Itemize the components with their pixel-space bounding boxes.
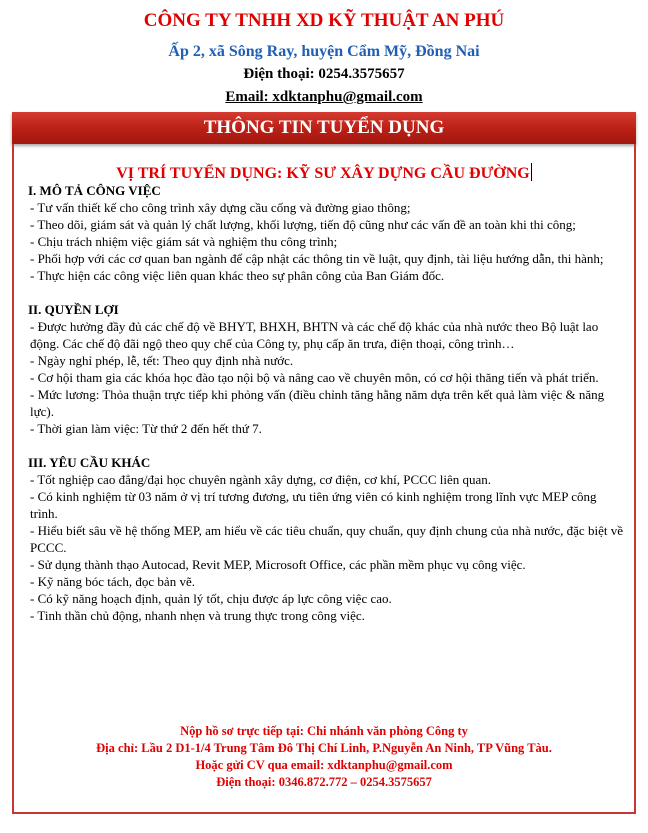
text-cursor	[531, 163, 532, 181]
application-contact	[0, 723, 648, 791]
job-description	[24, 182, 624, 624]
footer-address: Địa chỉ: Lầu 2 D1-1/4 Trung Tâm Đô Thị Chí Linh, P.Nguyễn An Ninh, TP Vũng Tàu.	[96, 741, 552, 755]
list-item: - Phối hợp với các cơ quan ban ngành để cập nhật các thông tin về luật, quy định, tài liệu hướng dẫn, thi hành;	[30, 251, 604, 266]
list-item: - Có kỹ năng hoạch định, quản lý tốt, chịu được áp lực công việc cao.	[30, 591, 392, 606]
company-email	[0, 89, 648, 106]
list-item: - Sử dụng thành thạo Autocad, Revit MEP, Microsoft Office, các phần mềm phục vụ công việc.	[30, 557, 526, 572]
list-item: - Mức lương: Thỏa thuận trực tiếp khi phỏng vấn (điều chỉnh tăng hằng năm dựa trên kết quả làm việc & năng lực).	[30, 387, 605, 419]
section-requirements	[24, 454, 624, 624]
list-item: - Tốt nghiệp cao đẳng/đại học chuyên ngành xây dựng, cơ điện, cơ khí, PCCC liên quan.	[30, 472, 492, 487]
list-item: - Theo dõi, giám sát và quản lý chất lượng, khối lượng, tiến độ cũng như các vấn đề an toàn khi thi công;	[30, 217, 576, 232]
list-item: - Thực hiện các công việc liên quan khác theo sự phân công của Ban Giám đốc.	[30, 268, 445, 283]
list-item: - Tinh thần chủ động, nhanh nhẹn và trung thực trong công việc.	[30, 608, 365, 623]
recruitment-banner: THÔNG TIN TUYỂN DỤNG	[12, 112, 636, 144]
job-position-title	[0, 163, 648, 183]
company-address: Ấp 2, xã Sông Ray, huyện Cẩm Mỹ, Đồng Nai	[168, 43, 480, 60]
section-title: I. MÔ TẢ CÔNG VIỆC	[28, 183, 161, 198]
company-email-text: Email: xdktanphu@gmail.com	[225, 89, 423, 105]
list-item: - Cơ hội tham gia các khóa học đào tạo nội bộ và nâng cao về chuyên môn, có cơ hội thăng tiến và phát triển.	[30, 370, 599, 385]
list-item: - Ngày nghỉ phép, lễ, tết: Theo quy định nhà nước.	[30, 353, 294, 368]
company-phone: Điện thoại: 0254.3575657	[243, 66, 405, 82]
section-benefits	[24, 301, 624, 437]
job-position-text: VỊ TRÍ TUYỂN DỤNG: KỸ SƯ XÂY DỰNG CẦU ĐƯỜNG	[116, 165, 530, 182]
list-item: - Được hưởng đầy đủ các chế độ về BHYT, BHXH, BHTN và các chế độ khác của nhà nước theo Bộ luật lao động. Các chế độ đãi ngộ theo quy chế của Công ty, phụ cấp ăn trưa, điện thoại, công trình…	[30, 319, 599, 351]
list-item: - Hiểu biết sâu về hệ thống MEP, am hiểu về các tiêu chuẩn, quy chuẩn, quy định chung của nhà nước, đặc biệt về PCCC.	[30, 523, 623, 555]
list-item: - Kỹ năng bóc tách, đọc bản vẽ.	[30, 574, 195, 589]
list-item: - Chịu trách nhiệm việc giám sát và nghiệm thu công trình;	[30, 234, 338, 249]
footer-email: Hoặc gửi CV qua email: xdktanphu@gmail.com	[195, 758, 453, 772]
footer-submit-location: Nộp hồ sơ trực tiếp tại: Chi nhánh văn phòng Công ty	[180, 724, 468, 738]
list-item: - Có kinh nghiệm từ 03 năm ở vị trí tương đương, ưu tiên ứng viên có kinh nghiệm trong lĩnh vực MEP công trình.	[30, 489, 597, 521]
list-item: - Tư vấn thiết kế cho công trình xây dựng cầu cống và đường giao thông;	[30, 200, 411, 215]
list-item: - Thời gian làm việc: Từ thứ 2 đến hết thứ 7.	[30, 421, 262, 436]
footer-phone: Điện thoại: 0346.872.772 – 0254.3575657	[216, 775, 432, 789]
section-job-description	[24, 182, 624, 284]
company-name: CÔNG TY TNHH XD KỸ THUẬT AN PHÚ	[143, 10, 505, 31]
section-title: II. QUYỀN LỢI	[28, 302, 119, 317]
section-title: III. YÊU CẦU KHÁC	[28, 455, 151, 470]
